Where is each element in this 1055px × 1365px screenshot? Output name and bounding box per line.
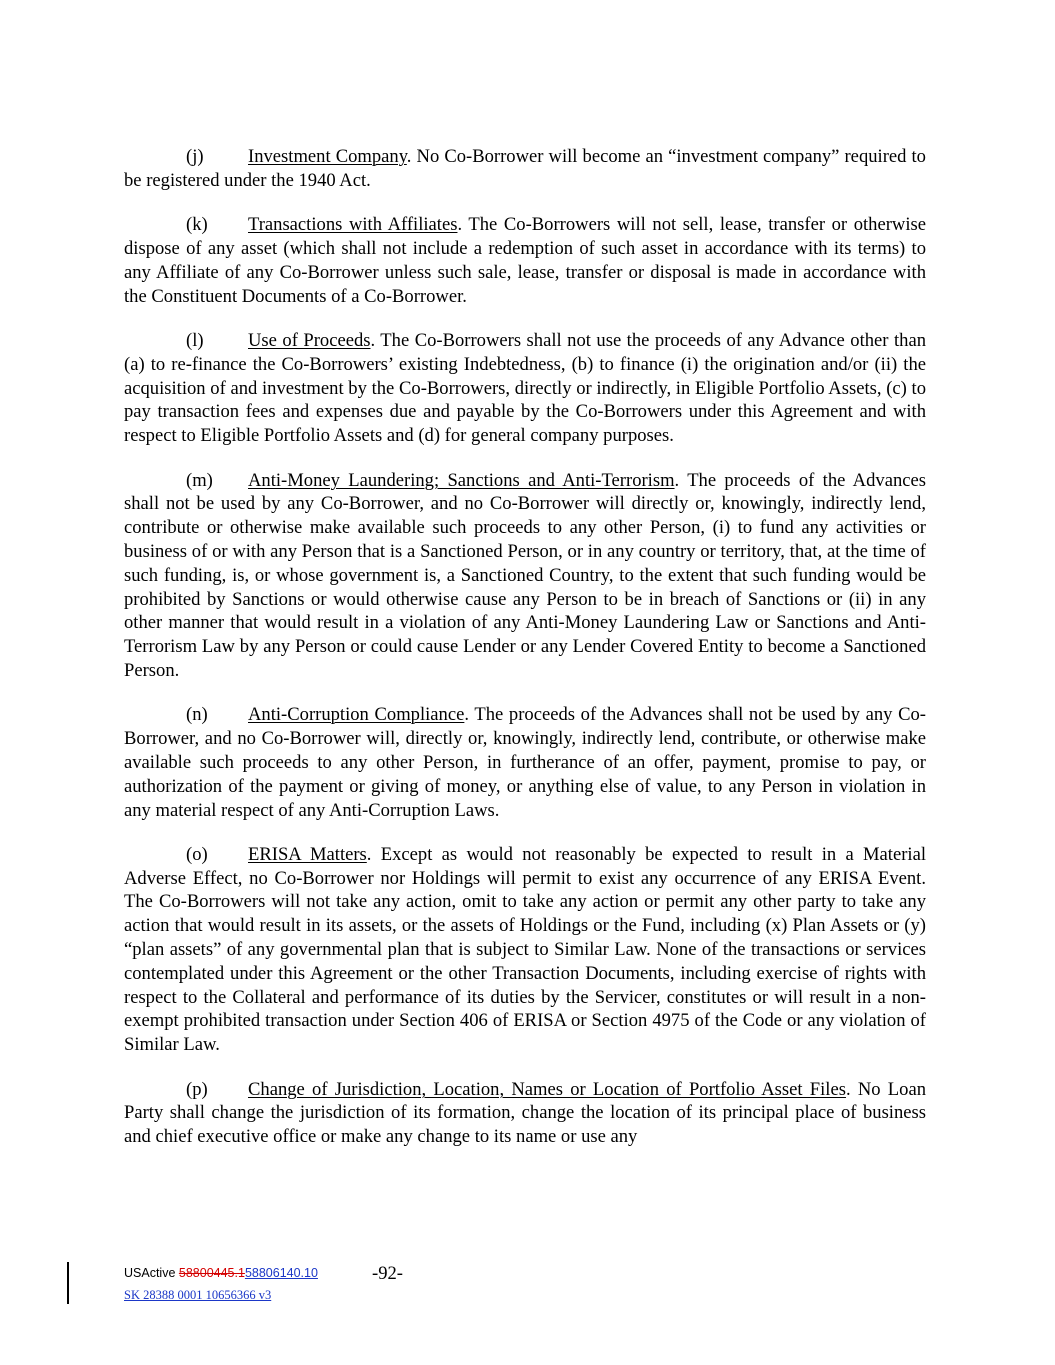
revision-change-bar bbox=[67, 1262, 69, 1304]
section-number: (k) bbox=[186, 214, 208, 236]
section-heading: Anti-Money Laundering; Sanctions and Anti-Terrorism bbox=[248, 469, 675, 491]
page-number: -92- bbox=[372, 1263, 403, 1284]
section-p bbox=[124, 1078, 926, 1149]
section-m bbox=[124, 469, 926, 683]
section-text: . No Co-Borrower will become an “investment company” required to be registered under the 1940 Act. bbox=[124, 146, 926, 191]
section-heading: Investment Company bbox=[248, 146, 407, 167]
section-number: (l) bbox=[186, 329, 204, 351]
section-text: . Except as would not reasonably be expected to result in a Material Adverse Effect, no Co-Borrower nor Holdings will permit to exist any occurrence of any ERISA Event. The Co-Borrowers will not take any action, omit to take any action or permit any other party to take any action that would result in its assets, or the assets of Holdings or the Fund, including (x) Plan Assets or (y) “plan assets” of any governmental plan that is subject to Similar Law. None of the transactions or services contemplated under this Agreement or the other Transaction Documents, including exercise of rights with respect to the Collateral and performance of its duties by the Servicer, constitutes or will result in a non-exempt prohibited transaction under Section 406 of ERISA or Section 4975 of the Code or any violation of Similar Law. bbox=[124, 843, 926, 1056]
footer-sk-reference: SK 28388 0001 10656366 v3 bbox=[124, 1288, 272, 1302]
section-text: . The proceeds of the Advances shall not be used by any Co- Borrower, and no Co-Borrower will, directly or, knowingly, indirectly lend, contribute, or otherwise make available such proceeds to any other Person, in furtherance of an offer, payment, promise to pay, or authorization of the payment or giving of money, or anything else of value, to any Person in violation in any material respect of any Anti-Corruption Laws. bbox=[124, 704, 926, 821]
section-j bbox=[124, 145, 926, 193]
section-number: (j) bbox=[186, 146, 204, 167]
section-l bbox=[124, 329, 926, 448]
inserted-doc-id: 58806140.10 bbox=[244, 1266, 318, 1280]
section-n bbox=[124, 703, 926, 822]
section-heading: Change of Jurisdiction, Location, Names or Location of Portfolio Asset Files bbox=[248, 1078, 846, 1100]
section-number: (p) bbox=[186, 1078, 208, 1100]
section-number: (m) bbox=[186, 469, 213, 491]
section-number: (o) bbox=[186, 843, 208, 865]
doc-prefix: USActive bbox=[124, 1266, 179, 1280]
section-text: . No Loan Party shall change the jurisdiction of its formation, change the location of its principal place of business and chief executive office or make any change to its name or use any bbox=[124, 1078, 926, 1148]
section-number: (n) bbox=[186, 704, 208, 726]
section-text: . The Co-Borrowers will not sell, lease, transfer or otherwise dispose of any asset (which shall not include a redemption of such asset in accordance with its terms) to any Affiliate of any Co-Borrower unless such sale, lease, transfer or disposal is made in accordance with the Constituent Documents of a Co-Borrower. bbox=[124, 214, 926, 307]
section-heading: Anti-Corruption Compliance bbox=[248, 704, 465, 726]
section-text: . The proceeds of the Advances shall not be used by any Co-Borrower, and no Co-Borrower will directly or, knowingly, indirectly lend, contribute or otherwise make available such proceeds to any other Person, (i) to fund any activities or business of or with any Person that is a Sanctioned Person, or in any country or territory, that, at the time of such funding, is, or whose government is, a Sanctioned Country, to the extent that such funding would be prohibited by Sanctions or would otherwise cause any Person to be in breach of Sanctions or (ii) in any other manner that would result in a violation of any Anti-Money Laundering Law or Sanctions and Anti-Terrorism Law by any Person or could cause Lender or any Lender Covered Entity to become a Sanctioned Person. bbox=[124, 469, 926, 681]
deleted-doc-id: 58800445.1 bbox=[178, 1266, 245, 1280]
section-heading: Transactions with Affiliates bbox=[248, 214, 458, 236]
section-heading: ERISA Matters bbox=[248, 843, 367, 865]
section-heading: Use of Proceeds bbox=[248, 329, 371, 351]
footer-doc-id bbox=[124, 1265, 318, 1281]
section-k bbox=[124, 213, 926, 308]
section-text: . The Co-Borrowers shall not use the proceeds of any Advance other than (a) to re-finance the Co-Borrowers’ existing Indebtedness, (b) to finance (i) the origination and/or (ii) the acquisition of and investment by the Co-Borrowers, directly or indirectly, in Eligible Portfolio Assets, (c) to pay transaction fees and expenses due and payable by the Co-Borrowers under this Agreement and with respect to Eligible Portfolio Assets and (d) for general company purposes. bbox=[124, 329, 926, 447]
section-o bbox=[124, 843, 926, 1057]
document-body bbox=[124, 145, 926, 1170]
